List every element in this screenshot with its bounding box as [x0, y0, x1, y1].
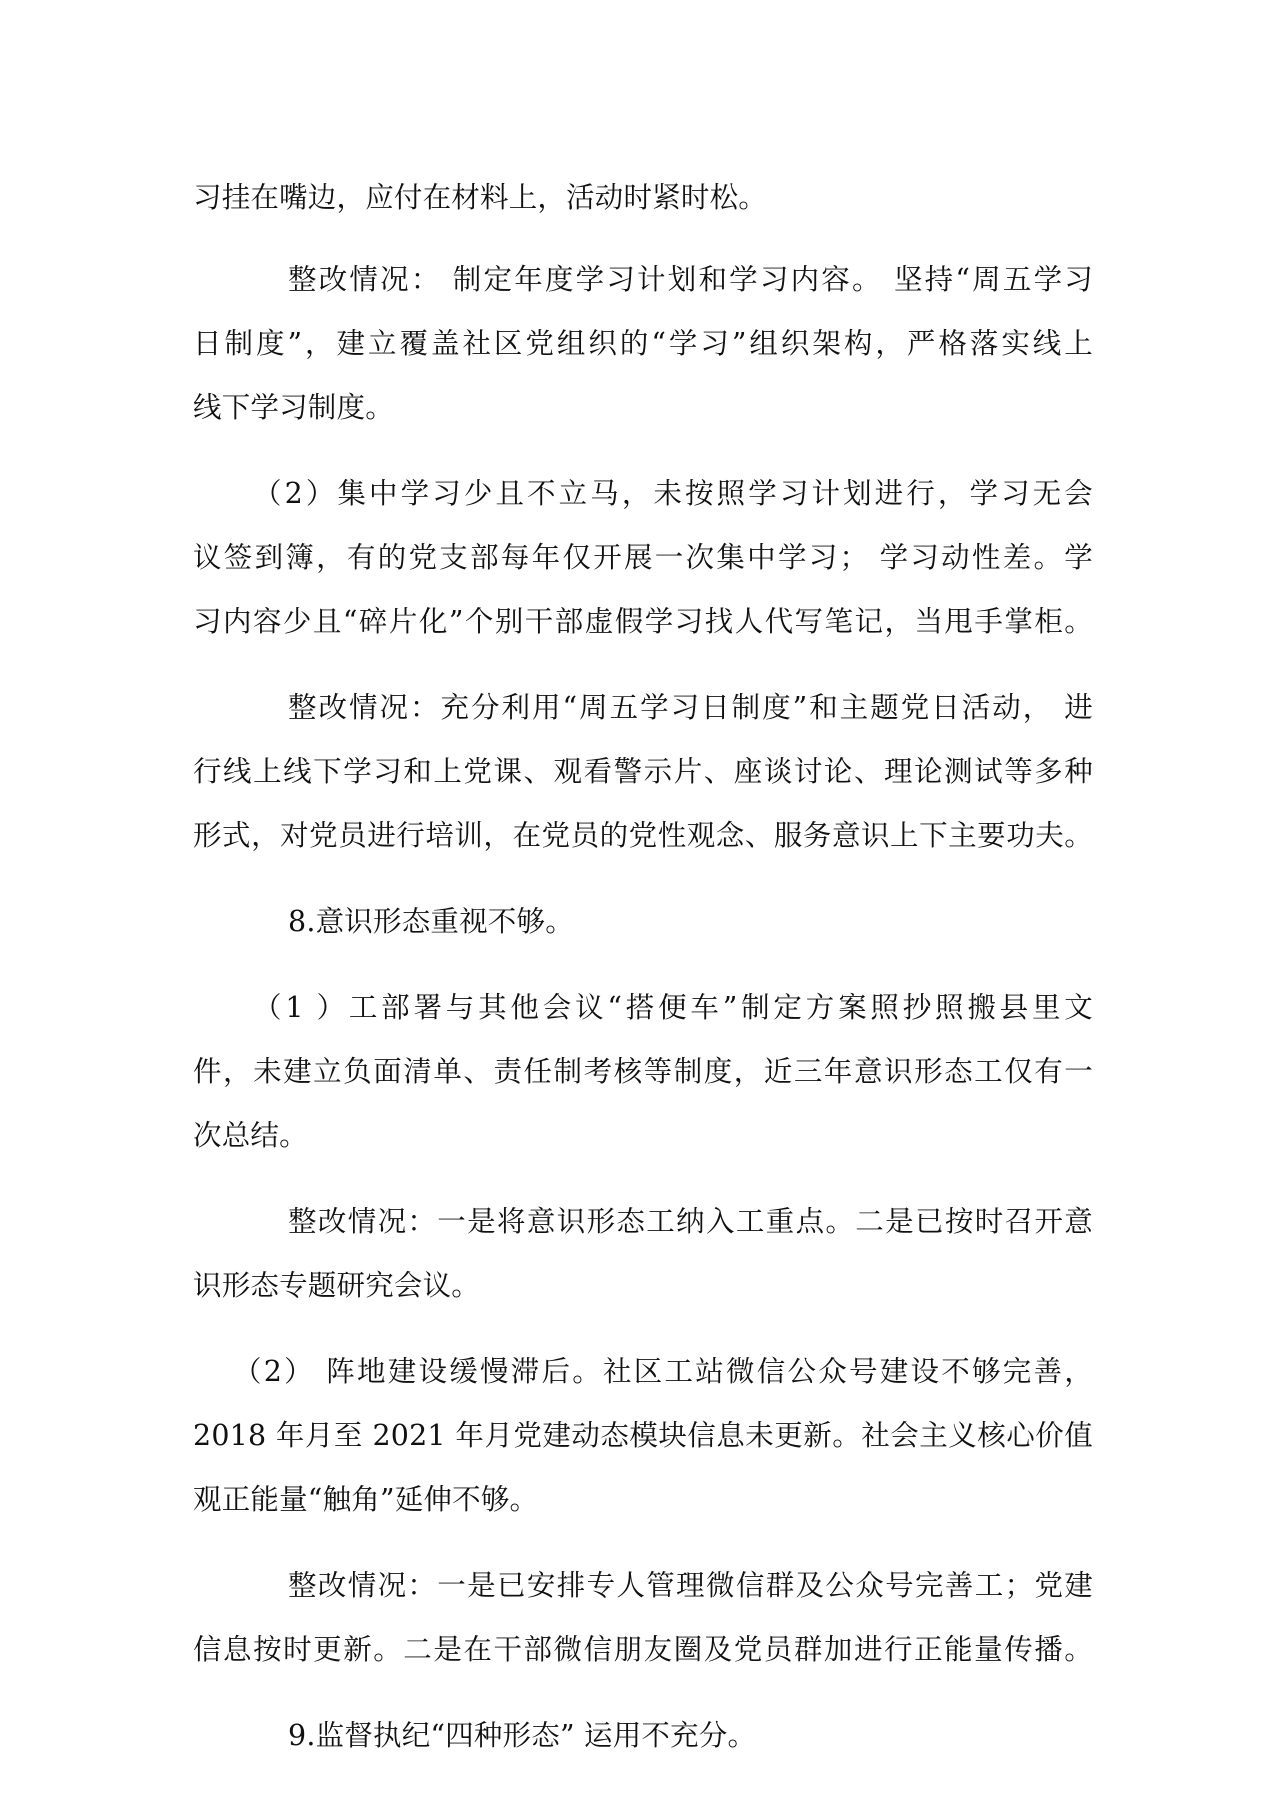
- issue-item-line: （1 ）工部署与其他会议“搭便车”制定方案照抄照搬县里文: [253, 991, 1093, 1024]
- paragraph-line: 形式，对党员进行培训，在党员的党性观念、服务意识上下主要功夫。: [193, 819, 1093, 852]
- section-heading-9: 9.监督执纪“四种形态” 运用不充分。: [288, 1719, 757, 1752]
- paragraph-line: 日制度”，建立覆盖社区党组织的“学习”组织架构，严格落实线上: [193, 327, 1093, 360]
- paragraph-line: 观正能量“触角”延伸不够。: [193, 1483, 539, 1516]
- issue-item-line: （2） 阵地建设缓慢滞后。社区工站微信公众号建设不够完善，: [233, 1355, 1093, 1388]
- paragraph-line: 习内容少且“碎片化”个别干部虚假学习找人代写笔记，当甩手掌柜。: [193, 605, 1093, 638]
- section-heading-8: 8.意识形态重视不够。: [288, 905, 574, 938]
- paragraph-line: 信息按时更新。二是在干部微信朋友圈及党员群加进行正能量传播。: [193, 1633, 1093, 1666]
- rectification-paragraph-line: 整改情况：充分利用“周五学习日制度”和主题党日活动， 进: [288, 691, 1093, 724]
- paragraph-line: 议签到簿，有的党支部每年仅开展一次集中学习； 学习动性差。学: [193, 541, 1093, 574]
- issue-item-line: （2）集中学习少且不立马，未按照学习计划进行，学习无会: [253, 477, 1093, 510]
- paragraph-line: 件，未建立负面清单、责任制考核等制度，近三年意识形态工仅有一: [193, 1055, 1093, 1088]
- paragraph-line: 习挂在嘴边，应付在材料上，活动时紧时松。: [193, 181, 768, 214]
- paragraph-line: 识形态专题研究会议。: [193, 1269, 481, 1302]
- rectification-paragraph-line: 整改情况： 制定年度学习计划和学习内容。 坚持“周五学习: [288, 263, 1093, 296]
- paragraph-line: 2018 年月至 2021 年月党建动态模块信息未更新。社会主义核心价值: [193, 1419, 1093, 1452]
- paragraph-line: 次总结。: [193, 1119, 308, 1152]
- rectification-paragraph-line: 整改情况：一是将意识形态工纳入工重点。二是已按时召开意: [288, 1205, 1093, 1238]
- paragraph-line: 行线上线下学习和上党课、观看警示片、座谈讨论、理论测试等多种: [193, 755, 1093, 788]
- rectification-paragraph-line: 整改情况：一是已安排专人管理微信群及公众号完善工；党建: [288, 1569, 1093, 1602]
- paragraph-line: 线下学习制度。: [193, 391, 394, 424]
